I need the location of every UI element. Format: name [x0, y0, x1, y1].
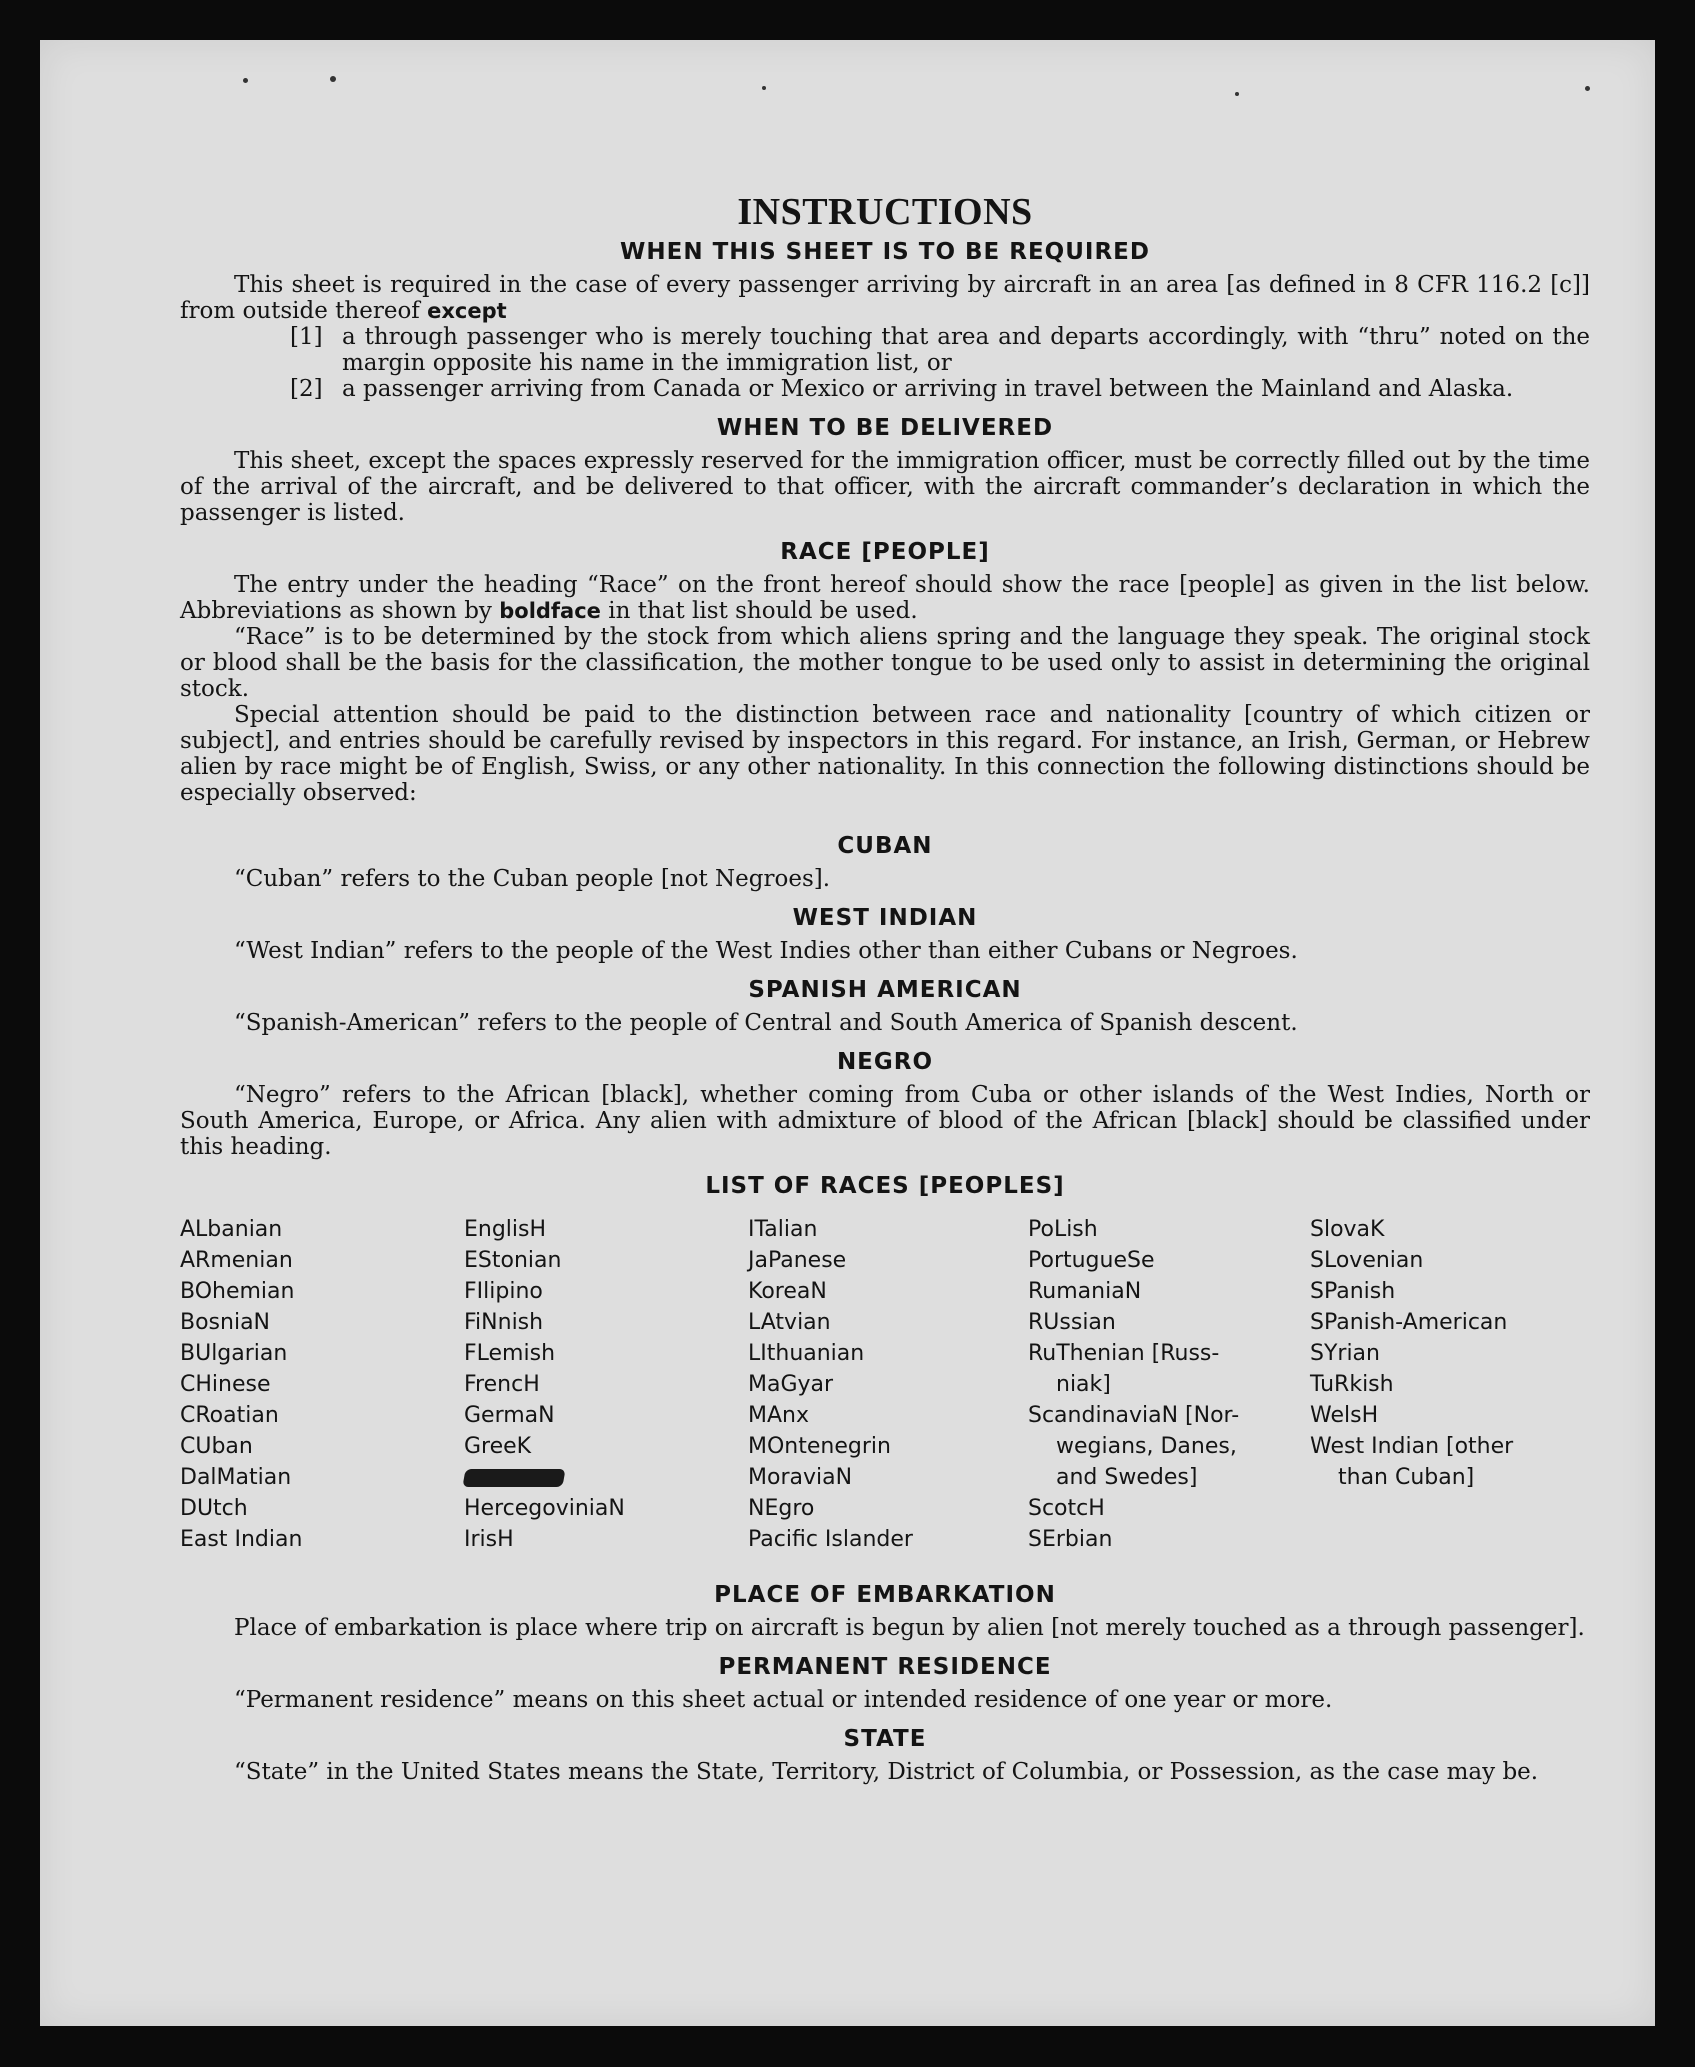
- when-delivered-text: This sheet, except the spaces expressly reserved for the immigration officer, must be correctly filled out by the time of the arrival of the aircraft, and be delivered to that officer, with the aircraft commander’s declaration in which the passenger is listed.: [180, 448, 1590, 526]
- heading-embarkation: PLACE OF EMBARKATION: [714, 1582, 1056, 1608]
- race-entry: RuThenian [Russ-: [1028, 1341, 1220, 1366]
- race-entry: WelsH: [1310, 1403, 1379, 1428]
- heading-state: STATE: [843, 1726, 927, 1752]
- redaction-mark: [462, 1469, 565, 1487]
- race-entry: ALbanian: [180, 1217, 283, 1242]
- speck: [1585, 86, 1590, 91]
- race-entry: ScotcH: [1028, 1496, 1105, 1521]
- race-entry: MOntenegrin: [748, 1434, 891, 1459]
- heading-when-required: WHEN THIS SHEET IS TO BE REQUIRED: [620, 239, 1150, 265]
- race-entry: ITalian: [748, 1217, 818, 1242]
- heading-permanent-residence: PERMANENT RESIDENCE: [718, 1654, 1052, 1680]
- race-entry: RUssian: [1028, 1310, 1116, 1335]
- heading-spanish-american: SPANISH AMERICAN: [748, 977, 1022, 1003]
- heading-when-delivered: WHEN TO BE DELIVERED: [716, 415, 1054, 441]
- race-entry: FIlipino: [464, 1279, 543, 1304]
- race-entry: KoreaN: [748, 1279, 827, 1304]
- race-entry: GermaN: [464, 1403, 555, 1428]
- race-entry: PortugueSe: [1028, 1248, 1155, 1273]
- exception-list: [290, 324, 1590, 402]
- document-page: [40, 40, 1655, 2026]
- race-entry: MaGyar: [748, 1372, 834, 1397]
- heading-race: RACE [PEOPLE]: [780, 539, 990, 565]
- page-title: INSTRUCTIONS: [737, 191, 1033, 233]
- speck: [1235, 92, 1239, 96]
- race-entry: Pacific Islander: [748, 1527, 913, 1552]
- race-entry-continued: wegians, Danes,: [1056, 1434, 1237, 1459]
- race-entry: RumaniaN: [1028, 1279, 1142, 1304]
- embarkation-text: Place of embarkation is place where trip on aircraft is begun by alien [not merely touched as a through passenger].: [234, 1615, 1585, 1641]
- race-column-2: [464, 1214, 748, 1555]
- race-column-5: [1310, 1214, 1590, 1555]
- when-required-intro: This sheet is required in the case of every passenger arriving by aircraft in an area [as defined in 8 CFR 116.2 [c]] from outside thereof except: [180, 272, 1590, 324]
- boldface-word: boldface: [499, 599, 601, 623]
- race-entry: PoLish: [1028, 1217, 1098, 1242]
- exception-item: [2] a passenger arriving from Canada or Mexico or arriving in travel between the Mainland and Alaska.: [290, 376, 1514, 402]
- race-entry: SErbian: [1028, 1527, 1113, 1552]
- race-entry-continued: than Cuban]: [1338, 1465, 1475, 1490]
- race-entry: West Indian [other: [1310, 1434, 1514, 1459]
- heading-cuban: CUBAN: [837, 833, 933, 859]
- heading-west-indian: WEST INDIAN: [792, 905, 978, 931]
- race-entry: DUtch: [180, 1496, 248, 1521]
- race-entry: SPanish-American: [1310, 1310, 1508, 1335]
- negro-text: “Negro” refers to the African [black], whether coming from Cuba or other islands of the West Indies, North or South America, Europe, or Africa. Any alien with admixture of blood of the African [black] should be classified under this heading.: [180, 1082, 1590, 1160]
- race-entry: FiNnish: [464, 1310, 544, 1335]
- race-entry: FrencH: [464, 1372, 540, 1397]
- race-entry: ARmenian: [180, 1248, 293, 1273]
- state-text: “State” in the United States means the State, Territory, District of Columbia, or Possession, as the case may be.: [234, 1759, 1539, 1785]
- race-entry-continued: niak]: [1056, 1372, 1111, 1397]
- race-entry: SlovaK: [1310, 1217, 1385, 1242]
- race-column-1: [180, 1214, 464, 1555]
- residence-text: “Permanent residence” means on this sheet actual or intended residence of one year or more.: [234, 1687, 1333, 1713]
- instructions-content: [180, 148, 1590, 1785]
- race-entry: GreeK: [464, 1434, 532, 1459]
- race-entry: CUban: [180, 1434, 253, 1459]
- race-entry: BosniaN: [180, 1310, 271, 1335]
- cuban-text: “Cuban” refers to the Cuban people [not Negroes].: [234, 866, 831, 892]
- except-word: except: [427, 299, 507, 323]
- race-entry: JaPanese: [748, 1248, 847, 1273]
- race-entry: EStonian: [464, 1248, 562, 1273]
- exception-item: [1] a through passenger who is merely touching that area and departs accordingly, with “thru” noted on the margin opposite his name in the immigration list, or: [290, 324, 1590, 376]
- race-entry: EnglisH: [464, 1217, 547, 1242]
- speck: [243, 78, 248, 83]
- race-paragraph-2: “Race” is to be determined by the stock from which aliens spring and the language they speak. The original stock or blood shall be the basis for the classification, the mother tongue to be used only to assist in determining the original stock.: [180, 624, 1590, 702]
- race-entry: CRoatian: [180, 1403, 279, 1428]
- race-paragraph-1: The entry under the heading “Race” on the front hereof should show the race [people] as given in the list below. Abbreviations as shown by boldface in that list should be used.: [180, 572, 1590, 624]
- race-entry: SLovenian: [1310, 1248, 1424, 1273]
- heading-negro: NEGRO: [836, 1049, 934, 1075]
- race-entry: HercegoviniaN: [464, 1496, 625, 1521]
- race-entry: MAnx: [748, 1403, 809, 1428]
- spanish-american-text: “Spanish-American” refers to the people of Central and South America of Spanish descent.: [234, 1010, 1298, 1036]
- race-entry: SYrian: [1310, 1341, 1380, 1366]
- race-entry: East Indian: [180, 1527, 303, 1552]
- race-entry: IrisH: [464, 1527, 514, 1552]
- heading-list-of-races: LIST OF RACES [PEOPLES]: [705, 1173, 1065, 1199]
- race-entry: ScandinaviaN [Nor-: [1028, 1403, 1240, 1428]
- race-entry: BOhemian: [180, 1279, 295, 1304]
- race-column-4: [1028, 1214, 1310, 1555]
- speck: [330, 76, 336, 82]
- race-entry: LIthuanian: [748, 1341, 865, 1366]
- race-entry: BUlgarian: [180, 1341, 288, 1366]
- race-entry: NEgro: [748, 1496, 815, 1521]
- speck: [762, 86, 766, 90]
- race-entry: MoraviaN: [748, 1465, 853, 1490]
- race-entry-continued: and Swedes]: [1056, 1465, 1198, 1490]
- race-entry: TuRkish: [1310, 1372, 1394, 1397]
- west-indian-text: “West Indian” refers to the people of the West Indies other than either Cubans or Negroes.: [234, 938, 1298, 964]
- race-entry: LAtvian: [748, 1310, 831, 1335]
- race-list: [180, 1214, 1590, 1555]
- redacted-entry: [464, 1462, 748, 1493]
- race-entry: CHinese: [180, 1372, 271, 1397]
- race-entry: SPanish: [1310, 1279, 1396, 1304]
- race-column-3: [748, 1214, 1028, 1555]
- race-entry: FLemish: [464, 1341, 556, 1366]
- race-entry: DalMatian: [180, 1465, 292, 1490]
- race-paragraph-3: Special attention should be paid to the distinction between race and nationality [country of which citizen or subject], and entries should be carefully revised by inspectors in this regard. For instance, an Irish, German, or Hebrew alien by race might be of English, Swiss, or any other nationality. In this connection the following distinctions should be especially observed:: [180, 702, 1590, 806]
